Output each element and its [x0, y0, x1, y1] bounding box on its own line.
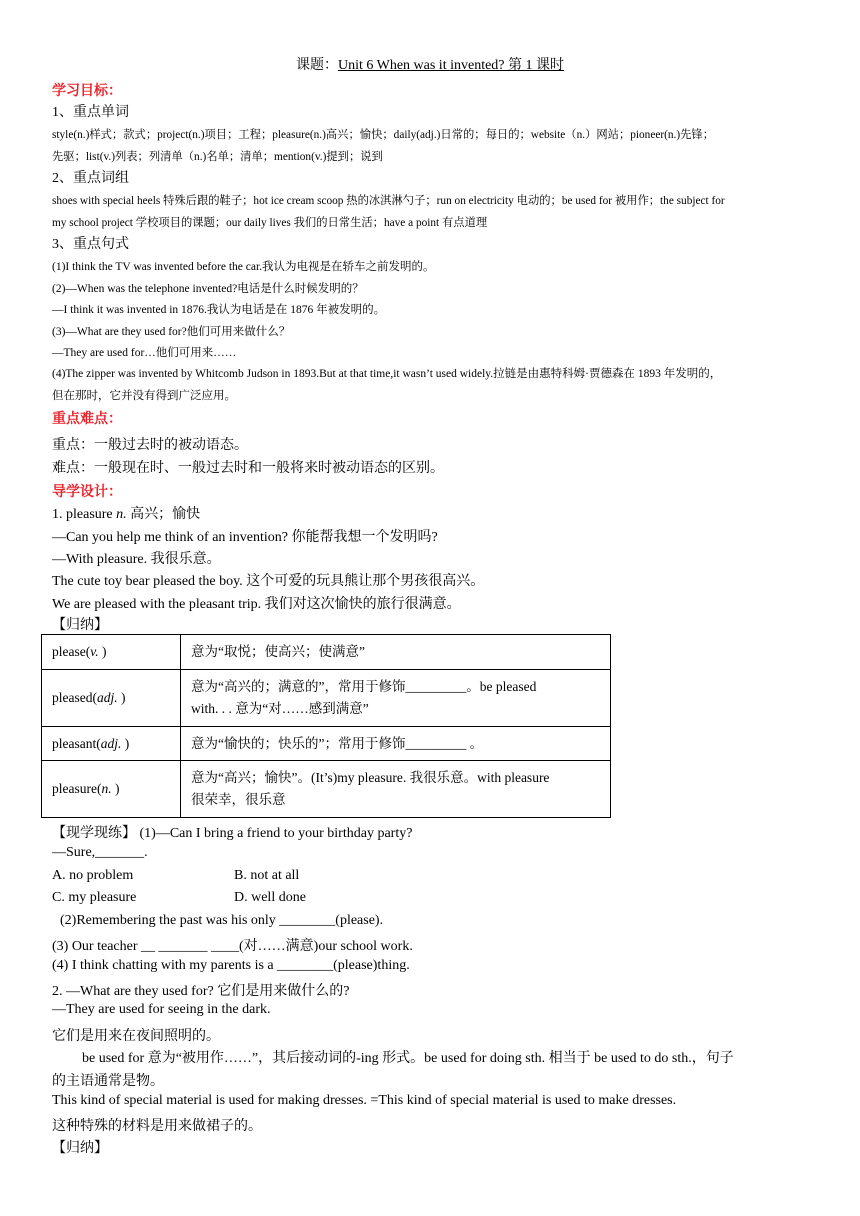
table-row — [42, 635, 611, 670]
practice-line: (2)Remembering the past was his only ________(please). — [60, 913, 384, 928]
practice-line: —Sure,_______. — [52, 845, 148, 860]
item-2-line: 它们是用来在夜间照明的。 — [52, 1029, 220, 1044]
sentence-line: (2)—When was the telephone invented?电话是什么时候发明的？ — [52, 283, 364, 295]
vocab-line-1: style(n.)样式；款式；project(n.)项目；工程；pleasure(n.)高兴；愉快；daily(adj.)日常的；每日的；website（n.）网站；pioneer(n.)先锋； — [52, 129, 715, 141]
item-2-line: 这种特殊的材料是用来做裙子的。 — [52, 1119, 262, 1134]
phrase-line-2: my school project 学校项目的课题；our daily lives 我们的日常生活；have a point 有点道理 — [52, 217, 488, 229]
option-c: C. my pleasure — [52, 890, 137, 905]
vocab-line-2: 先驱；list(v.)列表；列清单（n.)名单；清单；mention(v.)提到；说到 — [52, 151, 383, 163]
difficult-point: 难点：一般现在时、一般过去时和一般将来时被动语态的区别。 — [52, 461, 444, 476]
phrase-heading: 2、重点词组 — [52, 171, 129, 186]
table-cell-word: pleased(adj. ) — [42, 670, 181, 727]
phrase-line-1: shoes with special heels 特殊后跟的鞋子；hot ice cream scoop 热的冰淇淋勺子；run on electricity 电动的；be used for 被用作；the subject for — [52, 195, 725, 207]
summary-label-2: 【归纳】 — [52, 1141, 108, 1156]
summary-table — [41, 634, 611, 818]
practice-label: 【现学现练】 — [52, 826, 136, 841]
table-cell-meaning: 意为“高兴；愉快”。(It’s)my pleasure. 我很乐意。with pleasure 很荣幸，很乐意 — [181, 761, 611, 818]
item-1-number: 1. pleasure — [52, 507, 117, 522]
table-cell-word: please(v. ) — [42, 635, 181, 670]
item-1-pos: n. — [116, 507, 127, 522]
page-title — [0, 54, 860, 74]
table-cell-word: pleasure(n. ) — [42, 761, 181, 818]
example-line: —With pleasure. 我很乐意。 — [52, 552, 221, 567]
vocab-heading: 1、重点单词 — [52, 105, 129, 120]
item-2-line: This kind of special material is used for making dresses. =This kind of special material is used to make dresses. — [52, 1093, 677, 1108]
option-b: B. not at all — [234, 868, 300, 883]
sentence-line: (3)—What are they used for?他们可用来做什么？ — [52, 326, 291, 338]
option-a: A. no problem — [52, 868, 134, 883]
table-cell-meaning: 意为“高兴的；满意的”，常用于修饰_________。be pleased with. . . 意为“对……感到满意” — [181, 670, 611, 727]
summary-label: 【归纳】 — [52, 618, 108, 633]
table-cell-meaning: 意为“取悦；使高兴；使满意” — [181, 635, 611, 670]
table-row — [42, 670, 611, 727]
table-row — [42, 727, 611, 761]
item-1-title — [52, 503, 200, 523]
example-line: We are pleased with the pleasant trip. 我们对这次愉快的旅行很满意。 — [52, 597, 461, 612]
table-cell-meaning: 意为“愉快的；快乐的”；常用于修饰_________ 。 — [181, 727, 611, 761]
objectives-heading: 学习目标： — [52, 84, 122, 99]
practice-line: (3) Our teacher __ _______ ____(对……满意)our school work. — [52, 939, 413, 954]
example-line: The cute toy bear pleased the boy. 这个可爱的玩具熊让那个男孩很高兴。 — [52, 574, 485, 589]
option-d: D. well done — [234, 890, 306, 905]
guide-heading: 导学设计： — [52, 485, 122, 500]
sentence-line: (1)I think the TV was invented before the car.我认为电视是在轿车之前发明的。 — [52, 261, 435, 273]
sentence-heading: 3、重点句式 — [52, 237, 129, 252]
sentence-line: —They are used for…他们可用来…… — [52, 347, 237, 359]
item-1-meaning: 高兴；愉快 — [126, 507, 201, 522]
item-2-line: be used for 意为“被用作……”，其后接动词的-ing 形式。be used for doing sth. 相当于 be used to do sth.，句子 — [82, 1051, 734, 1066]
sentence-line: (4)The zipper was invented by Whitcomb Judson in 1893.But at that time,it wasn’t used widely.拉链是由惠特科姆·贾德森在 1893 年发明的， — [52, 368, 722, 380]
item-2-line: —They are used for seeing in the dark. — [52, 1002, 271, 1017]
sentence-line: —I think it was invented in 1876.我认为电话是在 1876 年被发明的。 — [52, 304, 386, 316]
item-2-line: 2. —What are they used for? 它们是用来做什么的? — [52, 984, 350, 999]
table-cell-word: pleasant(adj. ) — [42, 727, 181, 761]
table-row — [42, 761, 611, 818]
item-2-line: 的主语通常是物。 — [52, 1074, 164, 1089]
title-prefix: 课题： — [295, 58, 338, 73]
practice-line: (4) I think chatting with my parents is a ________(please)thing. — [52, 958, 410, 973]
key-point: 重点：一般过去时的被动语态。 — [52, 438, 248, 453]
practice-line: 【现学现练】 (1)—Can I bring a friend to your birthday party? — [52, 826, 413, 841]
difficulty-heading: 重点难点： — [52, 412, 122, 427]
example-line: —Can you help me think of an invention? 你能帮我想一个发明吗? — [52, 530, 438, 545]
title-main: Unit 6 When was it invented? 第 1 课时 — [337, 58, 565, 73]
sentence-line: 但在那时，它并没有得到广泛应用。 — [52, 390, 236, 402]
